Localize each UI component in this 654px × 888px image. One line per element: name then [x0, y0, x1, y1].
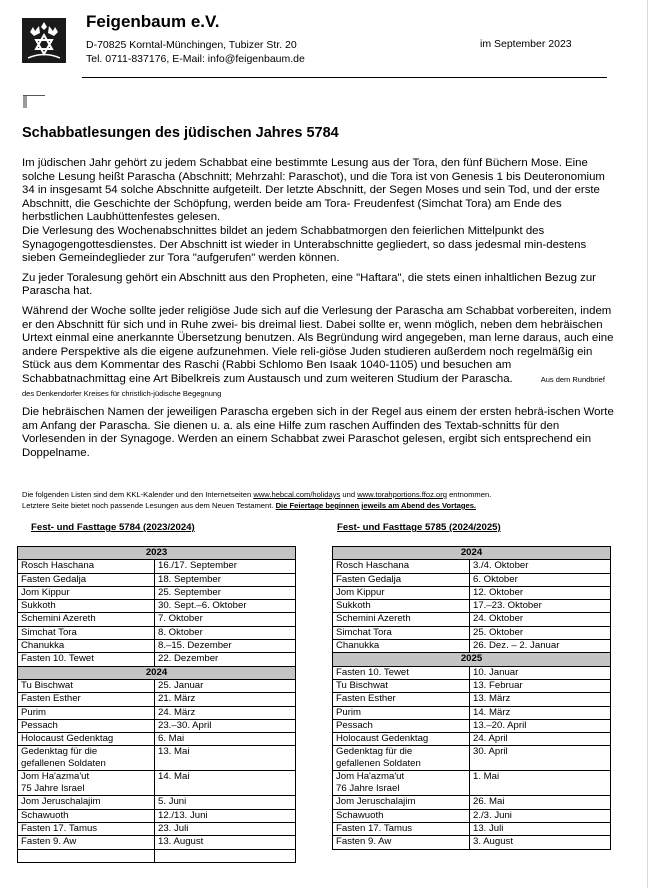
page-edge: [647, 0, 648, 888]
holiday-name: Tu Bischwat: [333, 679, 470, 692]
paragraph: Die hebräischen Namen der jeweiligen Parascha ergeben sich in der Regel aus einem der ersten hebrä-ischen Worte am Anfang der Parascha. Sie dienen u. a. als eine Hilfe zum raschen Auffinden des Textab-schnitts für den Vorlesenden in der Synagoge. Werden an einem Schabbat zwei Paraschot gelesen, ergibt sich entsprechend ein Doppelname.: [22, 406, 614, 459]
table-row: [333, 560, 611, 573]
holiday-name: Chanukka: [333, 640, 470, 653]
holiday-table-5784: [17, 546, 296, 863]
holiday-name: Fasten 9. Aw: [333, 836, 470, 849]
holiday-name: Rosch Haschana: [333, 560, 470, 573]
holiday-date: 12./13. Juni: [155, 809, 296, 822]
table-row: [18, 586, 296, 599]
year-label: 2024: [18, 666, 296, 679]
table-row: [18, 796, 296, 809]
holiday-date: 6. Mai: [155, 733, 296, 746]
table-row: [333, 809, 611, 822]
holiday-date: 17.–23. Oktober: [470, 600, 611, 613]
holiday-date: 22. Dezember: [155, 653, 296, 666]
holiday-name: Jom Ha'azma'ut 76 Jahre Israel: [333, 771, 470, 796]
holiday-name: Fasten 9. Aw: [18, 836, 155, 849]
holiday-name: Jom Ha'azma'ut 75 Jahre Israel: [18, 771, 155, 796]
holiday-date: 30. April: [470, 746, 611, 771]
list-heading-5784: Fest- und Fasttage 5784 (2023/2024): [31, 522, 195, 533]
table-row: [18, 823, 296, 836]
holiday-date: 13. Februar: [470, 679, 611, 692]
holiday-date: 8.–15. Dezember: [155, 640, 296, 653]
sources-note: Die folgenden Listen sind dem KKL-Kalender und den Internetseiten www.hebcal.com/holidays und www.torahportions.ffoz.org entnommen. Letztere Seite bietet noch passende Lesungen aus dem Neuen Testament. Die Feiertage beginnen jeweils am Abend des Vortages.: [22, 490, 492, 510]
holiday-table-5785: [332, 546, 611, 850]
holiday-name: Gedenktag für die gefallenen Soldaten: [333, 746, 470, 771]
fig-leaf-star-of-david-logo: [22, 18, 66, 63]
year-label: 2025: [333, 653, 611, 666]
address-line: D-70825 Korntal-Münchingen, Tubizer Str. 20: [86, 39, 297, 51]
table-row: [333, 586, 611, 599]
holiday-name: Chanukka: [18, 640, 155, 653]
holiday-date: 13. Juli: [470, 823, 611, 836]
holiday-date: 14. März: [470, 706, 611, 719]
holiday-date: 12. Oktober: [470, 586, 611, 599]
table-row: [18, 809, 296, 822]
table-row: [18, 693, 296, 706]
table-row: [333, 640, 611, 653]
holiday-date: 24. April: [470, 733, 611, 746]
year-header-row: [18, 547, 296, 560]
holiday-name: Fasten 17. Tamus: [18, 823, 155, 836]
letter-date: im September 2023: [480, 38, 572, 50]
holiday-date: 13.–20. April: [470, 719, 611, 732]
table-row: [333, 771, 611, 796]
holiday-date: 16./17. September: [155, 560, 296, 573]
holiday-name: Fasten Gedalja: [333, 573, 470, 586]
year-header-row: [18, 666, 296, 679]
holiday-date: 14. Mai: [155, 771, 296, 796]
table-row: [18, 746, 296, 771]
holiday-name: Fasten Esther: [18, 693, 155, 706]
holiday-name: Simchat Tora: [18, 626, 155, 639]
holiday-name: Fasten 10. Tewet: [333, 666, 470, 679]
holiday-date: 18. September: [155, 573, 296, 586]
table-row: [18, 719, 296, 732]
table-row: [333, 626, 611, 639]
table-row: [333, 823, 611, 836]
empty-row: [18, 849, 296, 862]
holiday-name: Schawuoth: [18, 809, 155, 822]
table-row: [18, 653, 296, 666]
year-header-row: [333, 653, 611, 666]
holiday-date: 26. Dez. – 2. Januar: [470, 640, 611, 653]
contact-line: Tel. 0711-837176, E-Mail: info@feigenbaum.de: [86, 53, 305, 65]
list-heading-5785: Fest- und Fasttage 5785 (2024/2025): [337, 522, 501, 533]
holiday-name: Sukkoth: [18, 600, 155, 613]
holiday-name: Pessach: [18, 719, 155, 732]
holiday-name: Jom Kippur: [333, 586, 470, 599]
holiday-date: 30. Sept.–6. Oktober: [155, 600, 296, 613]
table-row: [18, 560, 296, 573]
holiday-name: Tu Bischwat: [18, 679, 155, 692]
holiday-name: Schemini Azereth: [333, 613, 470, 626]
holiday-date: 6. Oktober: [470, 573, 611, 586]
org-name: Feigenbaum e.V.: [86, 12, 220, 31]
holiday-date: 10. Januar: [470, 666, 611, 679]
holiday-name: Gedenktag für die gefallenen Soldaten: [18, 746, 155, 771]
holiday-date: 25. September: [155, 586, 296, 599]
holiday-name: Fasten 10. Tewet: [18, 653, 155, 666]
holiday-date: 1. Mai: [470, 771, 611, 796]
table-row: [18, 626, 296, 639]
year-label: 2024: [333, 547, 611, 560]
holiday-date: 2./3. Juni: [470, 809, 611, 822]
holiday-name: Jom Jeruschalajim: [18, 796, 155, 809]
holiday-date: 25. Januar: [155, 679, 296, 692]
table-row: [18, 733, 296, 746]
table-row: [333, 600, 611, 613]
paragraph: Während der Woche sollte jeder religiöse Jude sich auf die Verlesung der Parascha am Schabbat vorbereiten, indem er den Abschnitt für sich und in Ruhe zwei- bis dreimal liest. Dabei sollte er, wenn möglich, neben dem hebräischen Urtext einmal eine anerkannte Übersetzung benutzen. Als Begründung wird angegeben, man lerne daraus, auch eine andere Perspektive als die eigene aufzunehmen. Viele reli-giöse Juden studieren außerdem noch regelmäßig ein Stück aus dem Kommentar des Raschi (Rabbi Schlomo Ben Isaak 1040-1105) und besuchen am Schabbatnachmittag eine Art Bibelkreis zum Austausch und zum weiteren Studium der Parascha. Aus dem Rundbrief des Denkendorfer Kreises für christlich-jüdische Begegnung: [22, 304, 614, 398]
holiday-date: 7. Oktober: [155, 613, 296, 626]
holiday-name: Fasten Gedalja: [18, 573, 155, 586]
header-rule: [82, 77, 607, 78]
holiday-date: 26. Mai: [470, 796, 611, 809]
holiday-name: Rosch Haschana: [18, 560, 155, 573]
table-row: [333, 836, 611, 849]
holiday-name: Jom Jeruschalajim: [333, 796, 470, 809]
table-row: [18, 573, 296, 586]
holiday-name: Holocaust Gedenktag: [333, 733, 470, 746]
holiday-name: Schawuoth: [333, 809, 470, 822]
holiday-date: 13. Mai: [155, 746, 296, 771]
table-row: [333, 733, 611, 746]
holiday-date: 24. März: [155, 706, 296, 719]
table-row: [333, 613, 611, 626]
holiday-name: Jom Kippur: [18, 586, 155, 599]
table-row: [333, 666, 611, 679]
holiday-name: Holocaust Gedenktag: [18, 733, 155, 746]
table-row: [333, 679, 611, 692]
hebcal-link[interactable]: www.hebcal.com/holidays: [253, 490, 341, 499]
year-header-row: [333, 547, 611, 560]
holiday-date: 5. Juni: [155, 796, 296, 809]
table-row: [18, 836, 296, 849]
table-row: [18, 640, 296, 653]
holiday-date: 25. Oktober: [470, 626, 611, 639]
table-row: [18, 706, 296, 719]
table-row: [18, 679, 296, 692]
table-row: [333, 719, 611, 732]
holiday-start-note: Die Feiertage beginnen jeweils am Abend des Vortages.: [275, 501, 477, 510]
table-row: [18, 771, 296, 796]
holiday-date: 3./4. Oktober: [470, 560, 611, 573]
table-row: [18, 613, 296, 626]
page-title: Schabbatlesungen des jüdischen Jahres 5784: [22, 125, 339, 141]
holiday-name: Fasten Esther: [333, 693, 470, 706]
holiday-name: Sukkoth: [333, 600, 470, 613]
table-row: [18, 600, 296, 613]
paragraph: Zu jeder Toralesung gehört ein Abschnitt aus den Propheten, eine "Haftara", die stets einen inhaltlichen Bezug zur Parascha hat.: [22, 271, 596, 298]
holiday-name: Purim: [333, 706, 470, 719]
year-label: 2023: [18, 547, 296, 560]
torahportions-link[interactable]: www.torahportions.ffoz.org: [357, 490, 447, 499]
holiday-name: Purim: [18, 706, 155, 719]
holiday-date: 8. Oktober: [155, 626, 296, 639]
table-row: [333, 693, 611, 706]
holiday-date: 13. August: [155, 836, 296, 849]
corner-mark: [23, 95, 45, 108]
holiday-date: 23. Juli: [155, 823, 296, 836]
holiday-name: Fasten 17. Tamus: [333, 823, 470, 836]
holiday-date: 24. Oktober: [470, 613, 611, 626]
table-row: [333, 706, 611, 719]
holiday-date: 23.–30. April: [155, 719, 296, 732]
paragraph: Im jüdischen Jahr gehört zu jedem Schabbat eine bestimmte Lesung aus der Tora, den fünf Büchern Mose. Eine solche Lesung heißt Parascha (Abschnitt; Mehrzahl: Paraschot), und die Tora ist von Genesis 1 bis Deuteronomium 34 in insgesamt 54 solche Abschnitte aufgeteilt. Der letzte Abschnitt, der Segen Moses und sein Tod, und der erste Abschnitt, die Geschichte der Schöpfung, werden beide am Tora- Freudenfest (Simchat Tora) am Ende des herbstlichen Laubhüttenfestes gelesen. Die Verlesung des Wochenabschnittes bildet an jedem Schabbatmorgen den feierlichen Mittelpunkt des Synagogengottesdienstes. Der Abschnitt ist wieder in Unterabschnitte gegliedert, so dass jedesmal min-destens sieben Gemeindeglieder zur Tora "aufgerufen" werden können.: [22, 157, 605, 265]
body-text: [22, 157, 614, 466]
holiday-name: Pessach: [333, 719, 470, 732]
source-note: Aus dem Rundbrief des Denkendorfer Kreises für christlich-jüdische Begegnung: [22, 374, 605, 398]
holiday-date: 13. März: [470, 693, 611, 706]
table-row: [333, 573, 611, 586]
table-row: [333, 746, 611, 771]
holiday-date: 21. März: [155, 693, 296, 706]
holiday-date: 3. August: [470, 836, 611, 849]
holiday-name: Simchat Tora: [333, 626, 470, 639]
org-address: [86, 38, 305, 66]
table-row: [333, 796, 611, 809]
holiday-name: Schemini Azereth: [18, 613, 155, 626]
